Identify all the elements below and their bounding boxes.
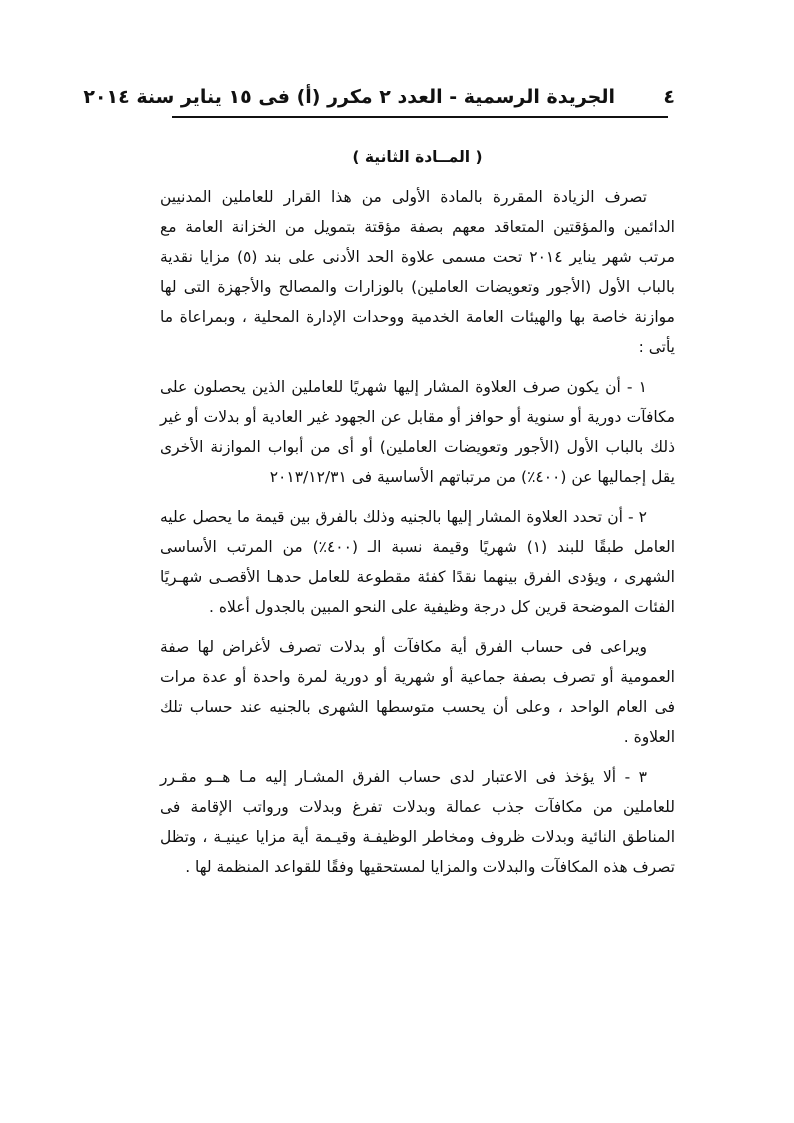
paragraph-intro: تصرف الزيادة المقررة بالمادة الأولى من هذا القرار للعاملين المدنيين الدائمين والمؤقتين المتعاقد معهم بصفة مؤقتة بتمويل من الخزانة العامة مع مرتب شهر يناير ٢٠١٤ تحت مسمى علاوة الحد الأدنى على بند (٥) مزايا نقدية بالباب الأول (الأجور وتعويضات العاملين) بالوزارات والمصالح والأجهزة التى لها موازنة خاصة بها والهيئات العامة الخدمية ووحدات الإدارة المحلية ، وبمراعاة ما يأتى : xyxy=(160,188,675,356)
page-number: ٤ xyxy=(663,86,675,108)
header-rule xyxy=(172,116,668,118)
paragraph-item-2: ٢ - أن تحدد العلاوة المشار إليها بالجنيه وذلك بالفرق بين قيمة ما يحصل عليه العامل طبقًا للبند (١) شهريًا وقيمة نسبة الـ (٤٠٠٪) من المرتب الأساسى الشهرى ، ويؤدى الفرق بينهما نقدًا كفئة مقطوعة للعامل حدهـا الأقصـى شهـريًا الفئات الموضحة قرين كل درجة وظيفية على النحو المبين بالجدول أعلاه . xyxy=(160,508,675,616)
page-header xyxy=(83,82,675,112)
paragraph-item-3: ٣ - ألا يؤخذ فى الاعتبار لدى حساب الفرق المشـار إليه مـا هــو مقـرر للعاملين من مكافآت جذب عمالة وبدلات تفرغ وبدلات ورواتب الإقامة فى المناطق النائية وبدلات ظروف ومخاطر الوظيفـة وقيـمة أية مزايا عينيـة ، وتظل تصرف هذه المكافآت والبدلات والمزايا لمستحقيها وفقًا للقواعد المنظمة لها . xyxy=(160,768,675,876)
paragraph-note: ويراعى فى حساب الفرق أية مكافآت أو بدلات تصرف لأغراض لها صفة العمومية أو تصرف بصفة جماعية أو شهرية أو دورية لمرة واحدة أو عدة مرات فى العام الواحد ، وعلى أن يحسب متوسطها الشهرى بالجنيه عند حساب تلك العلاوة . xyxy=(160,638,675,746)
article-body xyxy=(160,142,675,892)
paragraph-item-1: ١ - أن يكون صرف العلاوة المشار إليها شهريًا للعاملين الذين يحصلون على مكافآت دورية أو سنوية أو حوافز أو مقابل عن الجهود غير العادية أو بدلات أو غير ذلك بالباب الأول (الأجور وتعويضات العاملين) أو أى من أبواب الموازنة الأخرى يقل إجماليها عن (٤٠٠٪) من مرتباتهم الأساسية فى ٢٠١٣/١٢/٣١ xyxy=(160,378,675,486)
article-heading: ( المــادة الثانية ) xyxy=(352,148,483,166)
gazette-title: الجريدة الرسمية - العدد ٢ مكرر (أ) فى ١٥ يناير سنة ٢٠١٤ xyxy=(83,86,615,108)
